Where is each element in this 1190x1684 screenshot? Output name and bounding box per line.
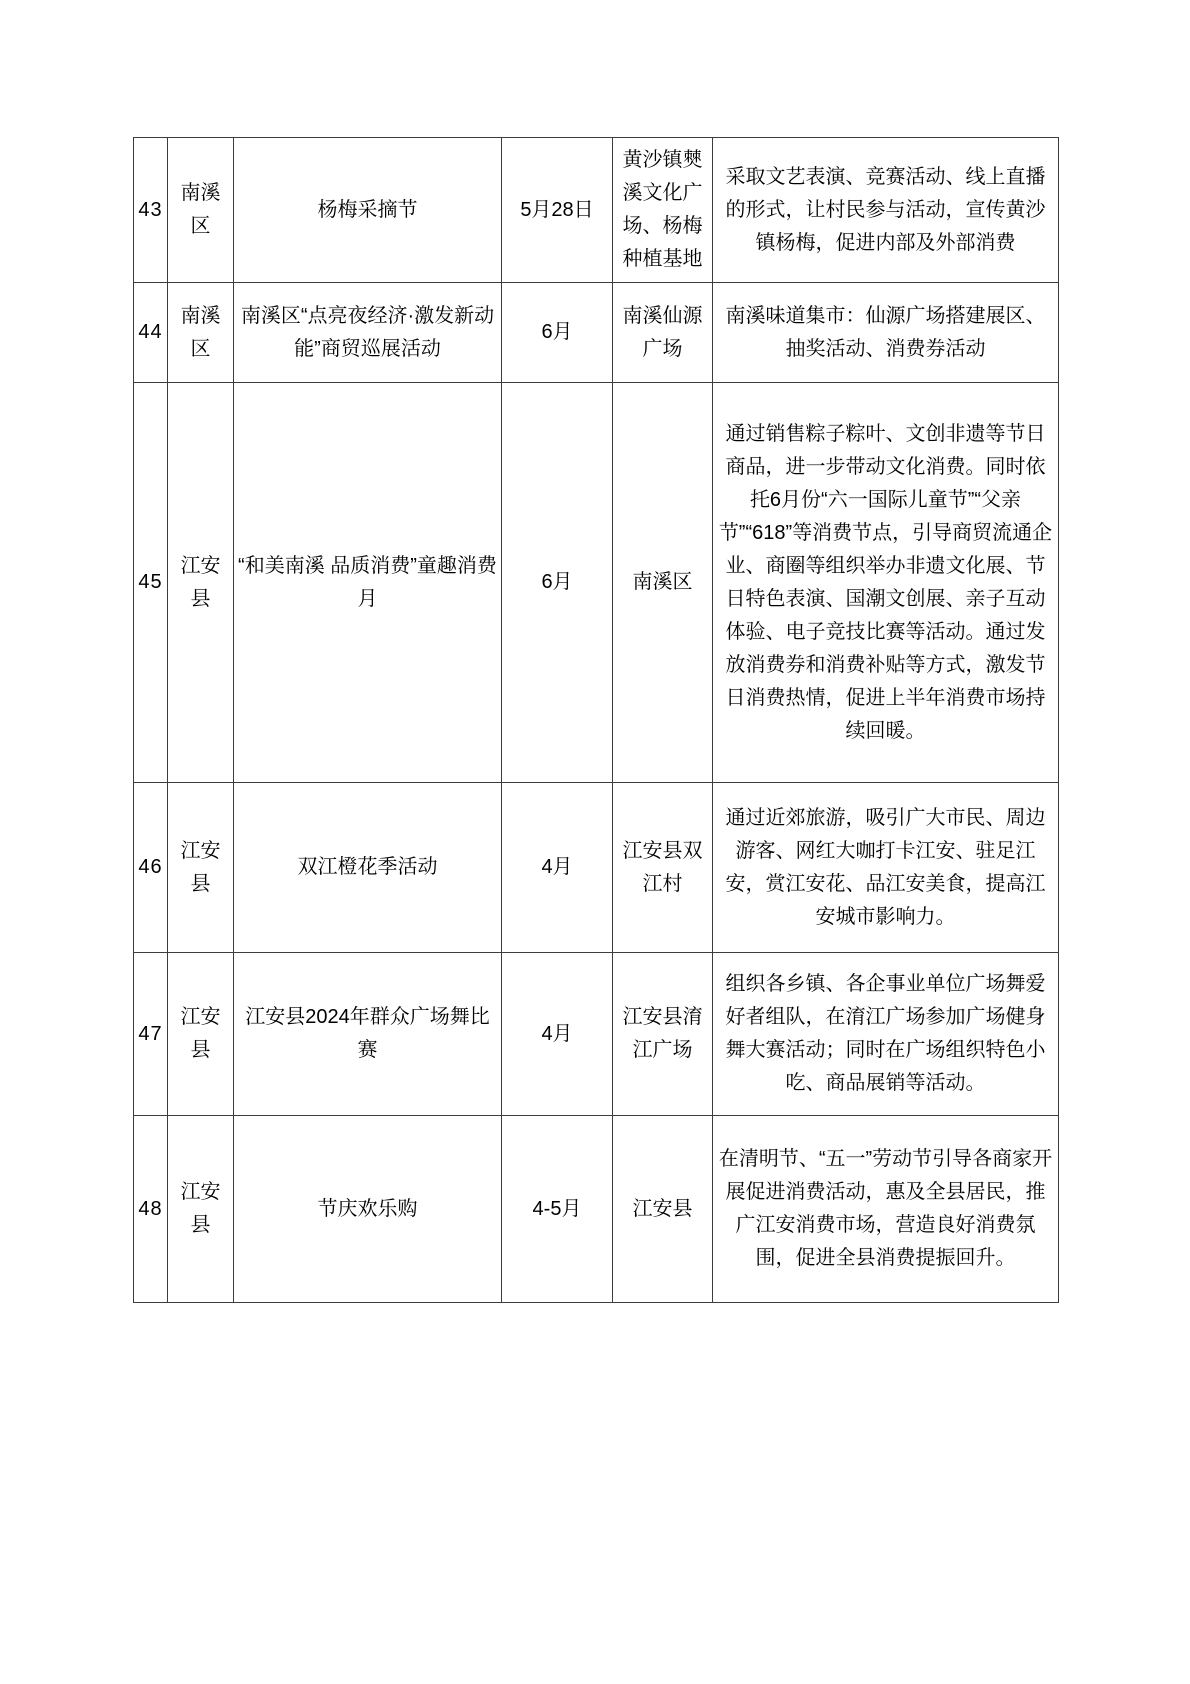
- cell-row-number: 46: [134, 783, 168, 953]
- cell-event-name: 杨梅采摘节: [234, 138, 502, 283]
- table-row: [134, 138, 1059, 283]
- cell-district: 江安县: [168, 783, 234, 953]
- cell-event-name: 节庆欢乐购: [234, 1116, 502, 1303]
- cell-date: 6月: [502, 283, 613, 383]
- cell-location: 江安县双江村: [613, 783, 713, 953]
- cell-row-number: 47: [134, 953, 168, 1116]
- cell-district: 江安县: [168, 953, 234, 1116]
- cell-district: 南溪区: [168, 138, 234, 283]
- cell-row-number: 44: [134, 283, 168, 383]
- table-row: [134, 383, 1059, 783]
- table-row: [134, 1116, 1059, 1303]
- cell-location: 江安县: [613, 1116, 713, 1303]
- cell-description: 采取文艺表演、竞赛活动、线上直播的形式，让村民参与活动，宣传黄沙镇杨梅，促进内部及外部消费: [713, 138, 1059, 283]
- cell-date: 4-5月: [502, 1116, 613, 1303]
- cell-event-name: 江安县2024年群众广场舞比赛: [234, 953, 502, 1116]
- cell-location: 江安县淯江广场: [613, 953, 713, 1116]
- cell-date: 4月: [502, 953, 613, 1116]
- cell-row-number: 43: [134, 138, 168, 283]
- cell-date: 6月: [502, 383, 613, 783]
- cell-description: 组织各乡镇、各企事业单位广场舞爱好者组队，在淯江广场参加广场健身舞大赛活动；同时在广场组织特色小吃、商品展销等活动。: [713, 953, 1059, 1116]
- cell-description: 在清明节、“五一”劳动节引导各商家开展促进消费活动，惠及全县居民，推广江安消费市场，营造良好消费氛围，促进全县消费提振回升。: [713, 1116, 1059, 1303]
- cell-date: 5月28日: [502, 138, 613, 283]
- cell-district: 江安县: [168, 1116, 234, 1303]
- cell-row-number: 45: [134, 383, 168, 783]
- cell-description: 通过销售粽子粽叶、文创非遗等节日商品，进一步带动文化消费。同时依托6月份“六一国际儿童节”“父亲节”“618”等消费节点，引导商贸流通企业、商圈等组织举办非遗文化展、节日特色表演、国潮文创展、亲子互动体验、电子竞技比赛等活动。通过发放消费券和消费补贴等方式，激发节日消费热情，促进上半年消费市场持续回暖。: [713, 383, 1059, 783]
- cell-location: 南溪仙源广场: [613, 283, 713, 383]
- cell-event-name: 双江橙花季活动: [234, 783, 502, 953]
- cell-event-name: 南溪区“点亮夜经济·激发新动能”商贸巡展活动: [234, 283, 502, 383]
- events-table: [133, 137, 1059, 1303]
- cell-district: 江安县: [168, 383, 234, 783]
- cell-district: 南溪区: [168, 283, 234, 383]
- cell-location: 南溪区: [613, 383, 713, 783]
- cell-row-number: 48: [134, 1116, 168, 1303]
- cell-description: 通过近郊旅游，吸引广大市民、周边游客、网红大咖打卡江安、驻足江安，赏江安花、品江安美食，提高江安城市影响力。: [713, 783, 1059, 953]
- cell-date: 4月: [502, 783, 613, 953]
- table-row: [134, 953, 1059, 1116]
- cell-description: 南溪味道集市：仙源广场搭建展区、抽奖活动、消费券活动: [713, 283, 1059, 383]
- table-row: [134, 783, 1059, 953]
- table-row: [134, 283, 1059, 383]
- cell-event-name: “和美南溪 品质消费”童趣消费月: [234, 383, 502, 783]
- cell-location: 黄沙镇僰溪文化广场、杨梅种植基地: [613, 138, 713, 283]
